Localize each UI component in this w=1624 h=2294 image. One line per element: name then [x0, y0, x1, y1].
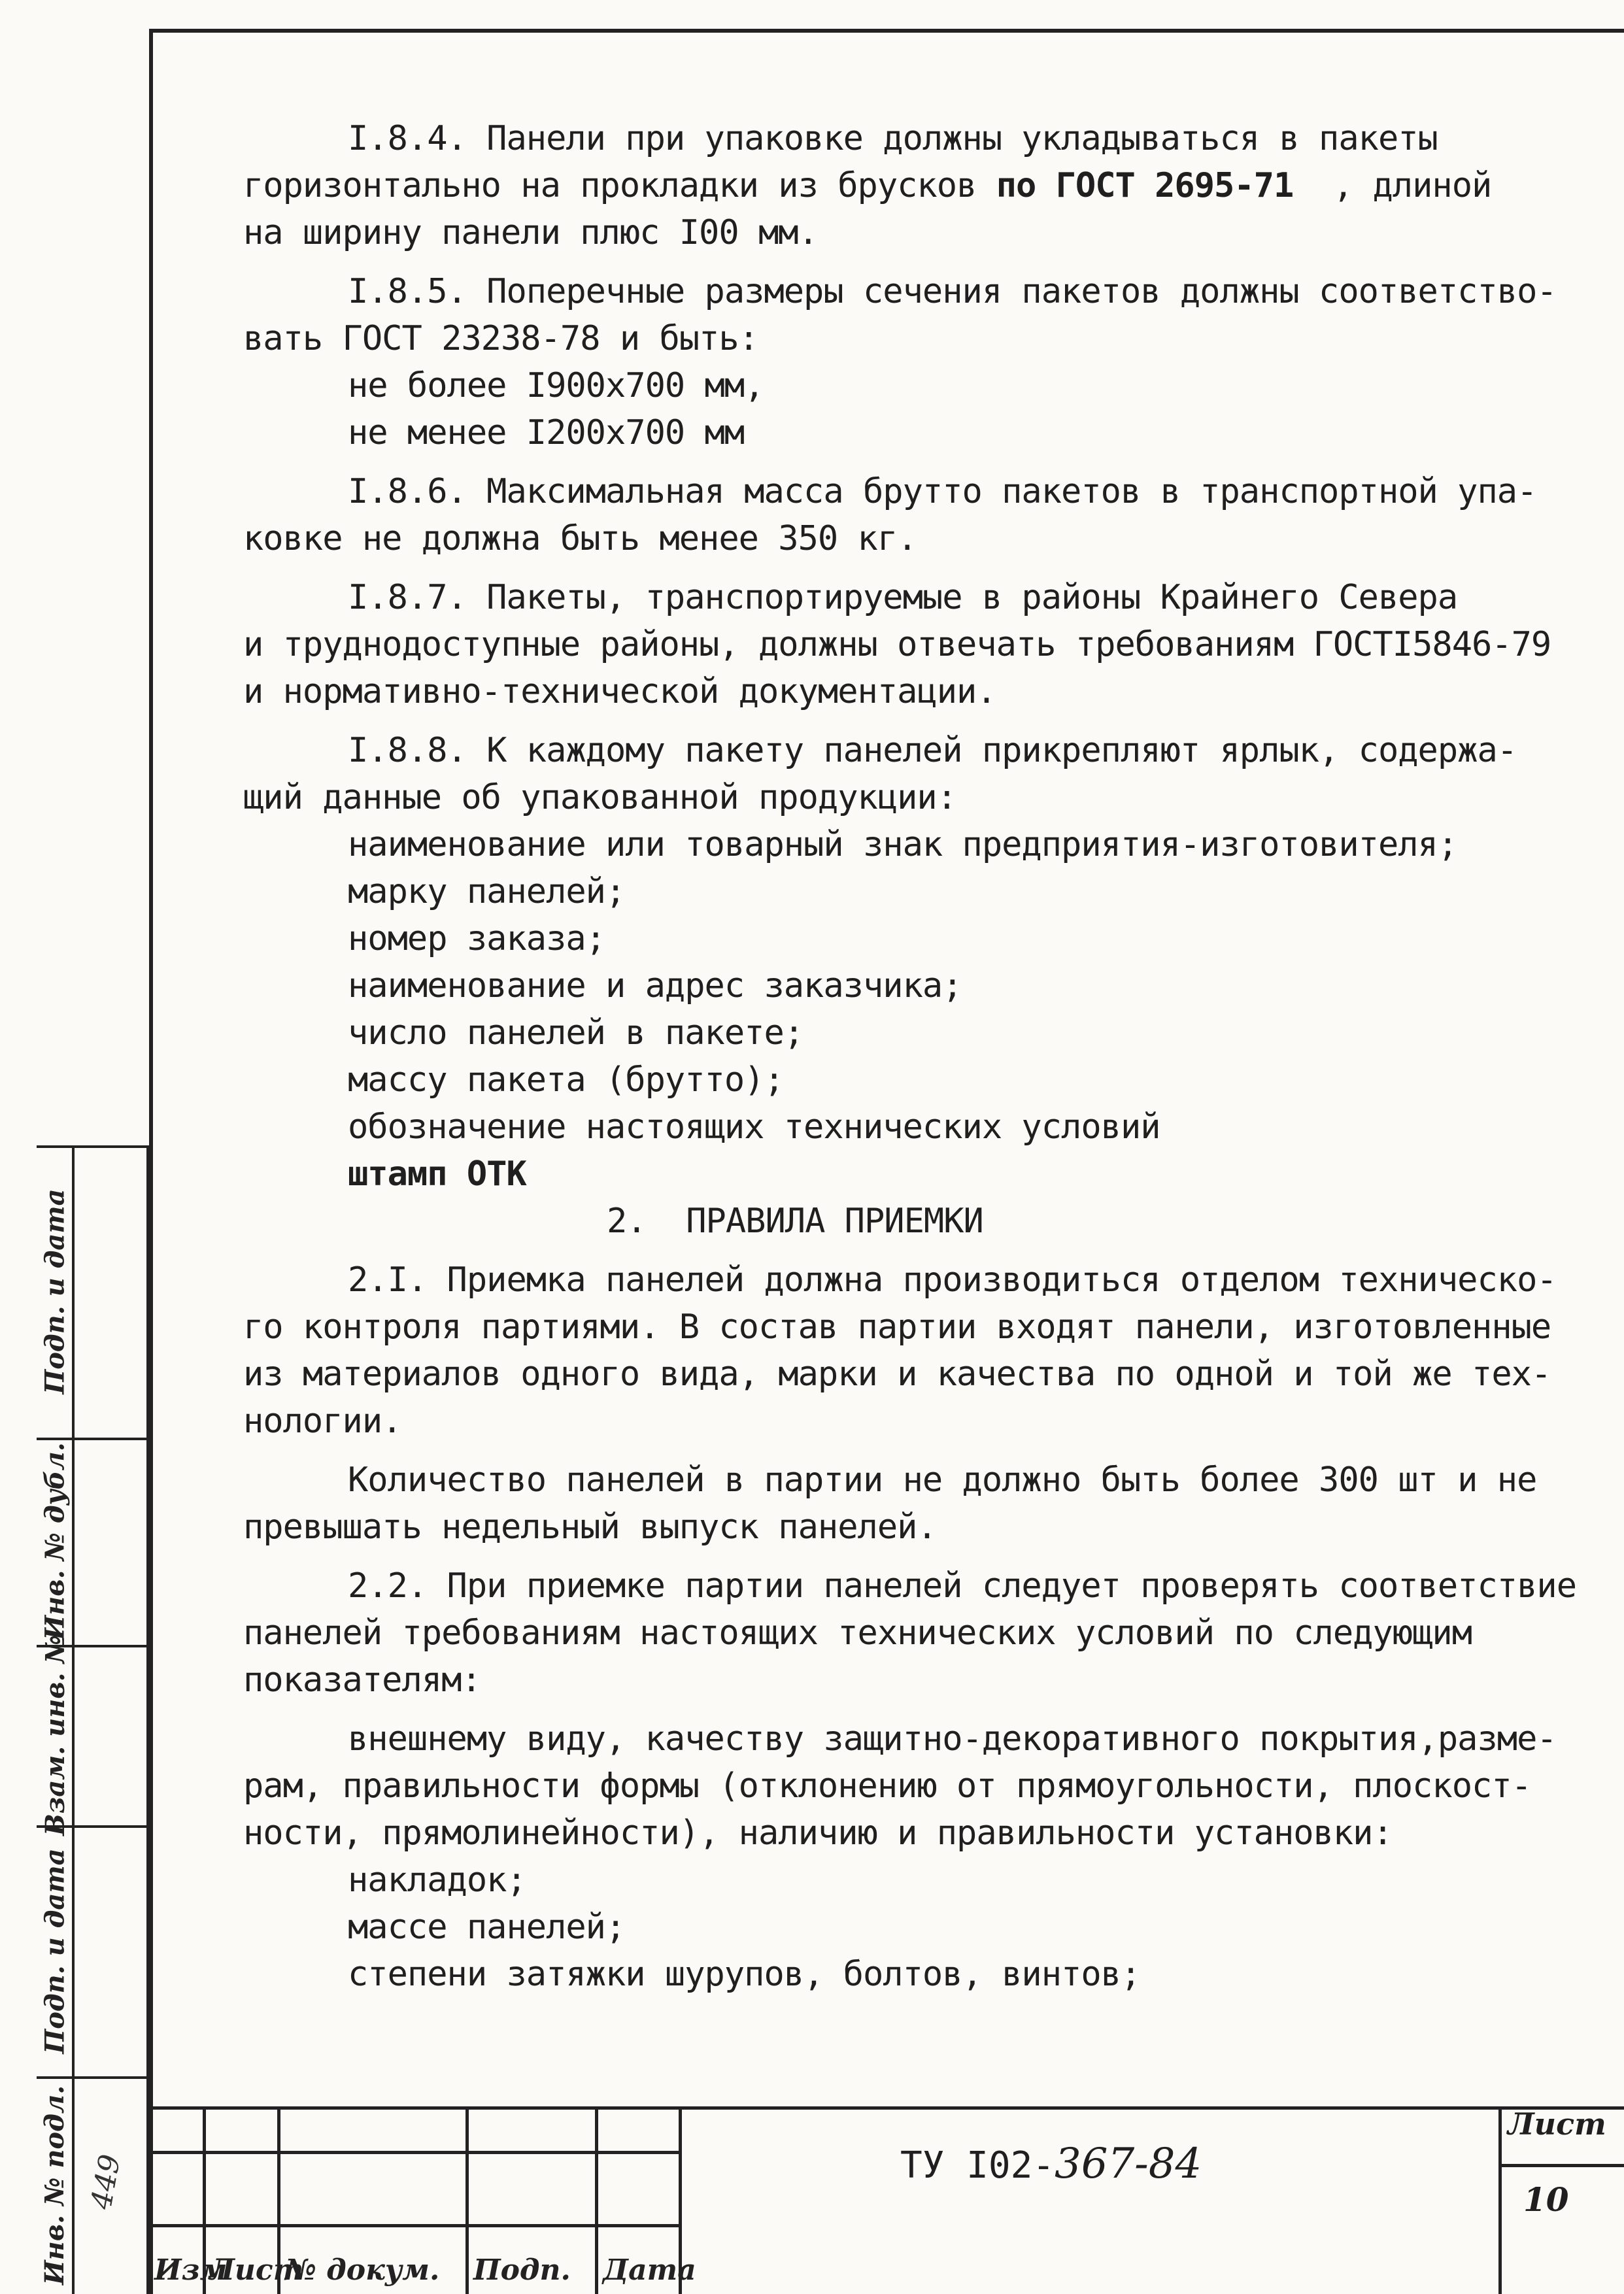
side-label: Подп. и дата [39, 1847, 71, 2054]
text-line: вать ГОСТ 23238-78 и быть: [243, 319, 758, 358]
document-number: 367-84 [1055, 2140, 1202, 2188]
text-line: 2.I. Приемка панелей должна производиться отделом техническо- [348, 1260, 1557, 1300]
text-line: обозначение настоящих технических условий [348, 1107, 1160, 1147]
caption-doc-number: № докум. [285, 2253, 440, 2287]
text-line: наименование и адрес заказчика; [348, 966, 962, 1005]
text-line: ковке не должна быть менее 350 кг. [243, 519, 917, 558]
caption-signature: Подп. [473, 2253, 571, 2287]
caption-list: Лист [209, 2253, 304, 2287]
text-line: наименование или товарный знак предприятия-изготовителя; [348, 825, 1458, 864]
text-line: 2.2. При приемке партии панелей следует проверять соответствие [348, 1566, 1577, 1606]
caption-date: Дата [603, 2253, 696, 2287]
text-line: номер заказа; [348, 919, 605, 958]
text-line: из материалов одного вида, марки и качества по одной и той же тех- [243, 1355, 1551, 1394]
text-line: рам, правильности формы (отклонению от прямоугольности, плоскост- [243, 1766, 1531, 1806]
text-line: не более I900x700 мм, [348, 366, 764, 405]
text-line: щий данные об упакованной продукции: [243, 778, 957, 817]
text-line: Количество панелей в партии не должно быть более 300 шт и не [348, 1460, 1537, 1500]
side-label: Взам. инв. № [39, 1634, 71, 1836]
text-line: штамп ОТК [348, 1155, 526, 1194]
sheet-label: Лист [1508, 2106, 1606, 2142]
text-line: не менее I200x700 мм [348, 413, 745, 452]
text-line: панелей требованиям настоящих технических условий по следующим [243, 1613, 1472, 1653]
text-line: I.8.4. Панели при упаковке должны укладываться в пакеты [348, 119, 1438, 158]
text-line: марку панелей; [348, 872, 626, 911]
text-line: горизонтально на прокладки из брусков по ГОСТ 2695-71 , длиной [243, 166, 1492, 205]
text-line: накладок; [348, 1861, 526, 1900]
section-heading: 2. ПРАВИЛА ПРИЕМКИ [607, 1202, 983, 1241]
caption-izm: Изм [154, 2253, 228, 2287]
side-label: Подп. и дата [39, 1189, 71, 1394]
document-code: ТУ I02-367-84 [900, 2140, 1202, 2188]
sheet-number: 10 [1523, 2180, 1569, 2219]
title-block-row-line [149, 2151, 679, 2154]
text-line: I.8.8. К каждому пакету панелей прикрепляют ярлык, содержа- [348, 731, 1517, 770]
text-line: число панелей в пакете; [348, 1013, 804, 1053]
frame-left-border [149, 29, 153, 2294]
text-line: массе панелей; [348, 1908, 626, 1947]
text-line: I.8.7. Пакеты, транспортируемые в районы Крайнего Севера [348, 578, 1458, 617]
text-line: ности, прямолинейности), наличию и правильности установки: [243, 1813, 1393, 1853]
title-block-row-line [149, 2224, 679, 2227]
text-line: I.8.6. Максимальная масса брутто пакетов в транспортной упа- [348, 472, 1537, 511]
title-block [149, 2106, 1624, 2294]
text-line: и нормативно-технической документации. [243, 672, 996, 711]
title-block-top-line [149, 2106, 1624, 2110]
title-block-col-line [1498, 2106, 1502, 2294]
title-block-col-line [595, 2106, 598, 2294]
text-line: превышать недельный выпуск панелей. [243, 1508, 937, 1547]
side-value-column [75, 1145, 149, 2294]
text-line: го контроля партиями. В состав партии входят панели, изготовленные [243, 1307, 1551, 1347]
text-line: показателям: [243, 1661, 481, 1700]
frame-top-border [149, 29, 1624, 33]
text-line: массу пакета (брутто); [348, 1060, 784, 1100]
text-line: и труднодоступные районы, должны отвечать требованиям ГОСТI5846-79 [243, 625, 1551, 664]
side-label: Инв. № дубл. [39, 1442, 71, 1640]
title-block-col-line [465, 2106, 469, 2294]
text-line: степени затяжки шурупов, болтов, винтов; [348, 1955, 1141, 1994]
text-line: нологии. [243, 1402, 402, 1441]
title-block-row-line [1498, 2164, 1624, 2167]
text-line: внешнему виду, качеству защитно-декоративного покрытия,разме- [348, 1719, 1557, 1759]
side-signature: 449 [84, 2151, 127, 2212]
text-line: I.8.5. Поперечные размеры сечения пакетов должны соответство- [348, 272, 1557, 311]
text-line: на ширину панели плюс I00 мм. [243, 213, 818, 252]
side-label: Инв. № подл. [39, 2085, 71, 2286]
side-stamp-strip [37, 1145, 149, 2294]
